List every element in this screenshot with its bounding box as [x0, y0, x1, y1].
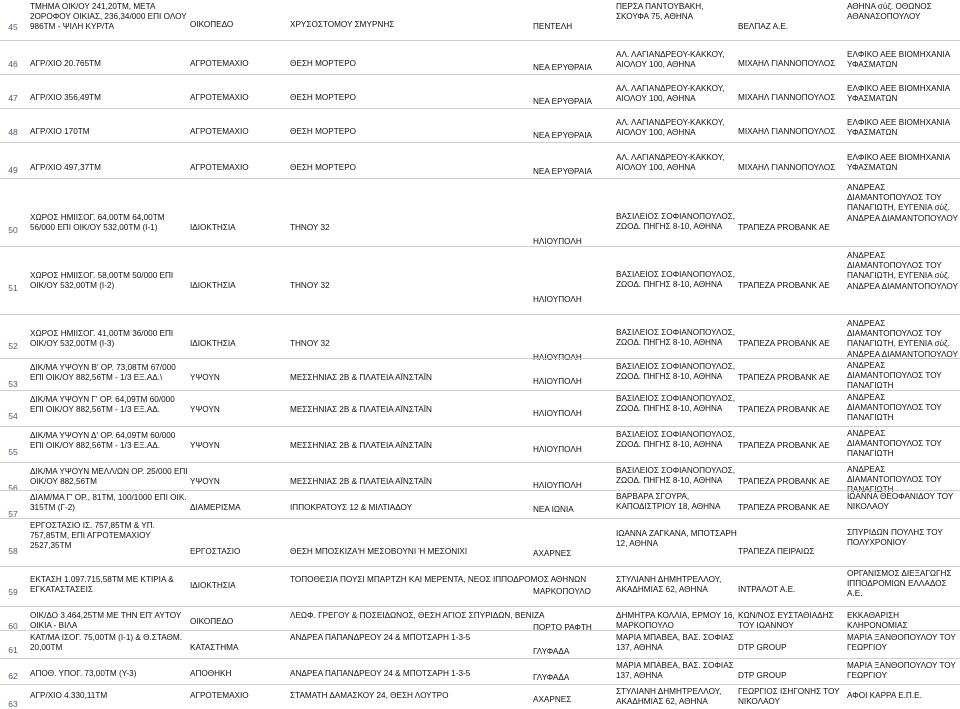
tenant-info: ΤΡΑΠΕΖΑ PROBANK AE	[738, 223, 830, 232]
property-type: ΥΨΟΥΝ	[190, 373, 220, 382]
property-description: ΤΜΗΜΑ ΟΙΚ/ΟΥ 241,20ΤΜ, ΜΕΤΑ 2ΟΡΟΦΟΥ ΟΙΚΙΑΣ, 236,34/000 ΕΠΙ ΟΛΟΥ 986ΤΜ - ΨΙΛΗ ΚΥΡ/ΤΑ	[30, 2, 187, 32]
property-area: ΗΛΙΟΥΠΟΛΗ	[533, 353, 582, 362]
property-description: ΑΓΡ/ΧΙΟ 497,37ΤΜ	[30, 163, 101, 172]
property-type: ΔΙΑΜΕΡΙΣΜΑ	[190, 503, 241, 512]
owner-info: ΒΑΣΙΛΕΙΟΣ ΣΟΦΙΑΝΟΠΟΥΛΟΣ, ΖΩΟΔ. ΠΗΓΗΣ 8-10, ΑΘΗΝΑ	[616, 328, 736, 348]
user-info: ΟΡΓΑΝΙΣΜΟΣ ΔΙΕΞΑΓΩΓΗΣ ΙΠΠΟΔΡΟΜΙΩΝ ΕΛΛΑΔΟΣ Α.Ε.	[847, 569, 952, 599]
table-row	[0, 518, 960, 567]
property-area: ΓΛΥΦΑΔΑ	[533, 647, 570, 656]
owner-info: ΒΑΣΙΛΕΙΟΣ ΣΟΦΙΑΝΟΠΟΥΛΟΣ, ΖΩΟΔ. ΠΗΓΗΣ 8-10, ΑΘΗΝΑ	[616, 394, 736, 414]
row-number: 63	[8, 699, 18, 709]
tenant-info: ΤΡΑΠΕΖΑ PROBANK AE	[738, 373, 830, 382]
table-row	[0, 490, 960, 519]
table-row	[0, 178, 960, 247]
table-row	[0, 390, 960, 427]
user-info: ΕΛΦΙΚΟ ΑΕΕ ΒΙΟΜΗΧΑΝΙΑ ΥΦΑΣΜΑΤΩΝ	[847, 118, 950, 138]
tenant-info: ΙΝΤΡΑΛΟΤ Α.Ε.	[738, 585, 796, 594]
user-info: ΑΝΔΡΕΑΣ ΔΙΑΜΑΝΤΟΠΟΥΛΟΣ ΤΟΥ ΠΑΝΑΓΙΩΤΗ	[847, 393, 942, 423]
tenant-info: ΓΕΩΡΓΙΟΣ ΙΣΗΓΟΝΗΣ ΤΟΥ ΝΙΚΟΛΑΟΥ	[738, 687, 840, 707]
row-number: 56	[8, 483, 18, 493]
tenant-info: ΤΡΑΠΕΖΑ PROBANK AE	[738, 503, 830, 512]
table-row	[0, 358, 960, 391]
property-type: ΑΓΡΟΤΕΜΑΧΙΟ	[190, 691, 249, 700]
property-address: ΧΡΥΣΟΣΤΟΜΟΥ ΣΜΥΡΝΗΣ	[290, 20, 395, 29]
user-info: ΕΚΚΑΘΑΡΙΣΗ ΚΛΗΡΟΝΟΜΙΑΣ	[847, 611, 908, 631]
property-address: ΤΗΝΟΥ 32	[290, 281, 330, 290]
property-type: ΥΨΟΥΝ	[190, 477, 220, 486]
row-number: 51	[8, 283, 18, 293]
tenant-info: ΤΡΑΠΕΖΑ ΠΕΙΡΑΙΩΣ	[738, 547, 815, 556]
table-row	[0, 630, 960, 659]
table-row	[0, 0, 960, 40]
owner-info: ΑΛ. ΛΑΓΙΑΝΔΡΕΟΥ-ΚΑΚΚΟΥ, ΑΙΟΛΟΥ 100, ΑΘΗΝΑ	[616, 50, 725, 70]
user-info: ΕΛΦΙΚΟ ΑΕΕ ΒΙΟΜΗΧΑΝΙΑ ΥΦΑΣΜΑΤΩΝ	[847, 153, 950, 173]
property-description: ΔΙΚ/ΜΑ ΥΨΟΥΝ Γ' ΟΡ. 64,09ΤΜ 60/000 ΕΠΙ ΟΙΚ/ΟΥ 882,56ΤΜ - 1/3 ΕΞ.ΑΔ.	[30, 395, 175, 415]
property-area: ΑΧΑΡΝΕΣ	[533, 695, 572, 704]
property-area: ΝΕΑ ΕΡΥΘΡΑΙΑ	[533, 97, 592, 106]
table-row	[0, 246, 960, 315]
user-info: ΑΝΔΡΕΑΣ ΔΙΑΜΑΝΤΟΠΟΥΛΟΣ ΤΟΥ ΠΑΝΑΓΙΩΤΗ	[847, 429, 942, 459]
row-number: 60	[8, 621, 18, 631]
row-number: 46	[8, 59, 18, 69]
property-address: ΘΕΣΗ ΜΠΟΣΚΙΖΑ'Η ΜΕΣΟΒΟΥΝΙ Ή ΜΕΣΟΝΙΧΙ	[290, 547, 468, 556]
property-area: ΝΕΑ ΕΡΥΘΡΑΙΑ	[533, 167, 592, 176]
property-address: ΙΠΠΟΚΡΑΤΟΥΣ 12 & ΜΙΛΤΙΑΔΟΥ	[290, 503, 413, 512]
tenant-info: ΤΡΑΠΕΖΑ PROBANK AE	[738, 441, 830, 450]
owner-info: ΒΑΡΒΑΡΑ ΣΓΟΥΡΑ, ΚΑΠΟΔΙΣΤΡΙΟΥ 18, ΑΘΗΝΑ	[616, 492, 721, 512]
property-description: ΑΓΡ/ΧΙΟ 4.330,11ΤΜ	[30, 691, 108, 700]
row-number: 59	[8, 587, 18, 597]
user-info: ΕΛΦΙΚΟ ΑΕΕ ΒΙΟΜΗΧΑΝΙΑ ΥΦΑΣΜΑΤΩΝ	[847, 84, 950, 104]
row-number: 54	[8, 411, 18, 421]
owner-info: ΒΑΣΙΛΕΙΟΣ ΣΟΦΙΑΝΟΠΟΥΛΟΣ, ΖΩΟΔ. ΠΗΓΗΣ 8-10, ΑΘΗΝΑ	[616, 430, 736, 450]
property-description: ΑΓΡ/ΧΙΟ 170ΤΜ	[30, 127, 90, 136]
owner-info: ΑΛ. ΛΑΓΙΑΝΔΡΕΟΥ-ΚΑΚΚΟΥ, ΑΙΟΛΟΥ 100, ΑΘΗΝΑ	[616, 153, 725, 173]
property-address: ΛΕΩΦ. ΓΡΕΓΟΥ & ΠΟΣΕΙΔΩΝΟΣ, ΘΕΣΗ ΑΓΙΟΣ ΣΠΥΡΙΔΩΝ, ΒΕΝΙΖΑ	[290, 611, 545, 620]
table-row	[0, 74, 960, 109]
property-type: ΕΡΓΟΣΤΑΣΙΟ	[190, 547, 241, 556]
property-area: ΝΕΑ ΕΡΥΘΡΑΙΑ	[533, 131, 592, 140]
property-description: ΔΙΚ/ΜΑ ΥΨΟΥΝ ΜΕΛΛ/ΩΝ ΟΡ. 25/000 ΕΠΙ ΟΙΚ/ΟΥ 882,56ΤΜ	[30, 467, 188, 487]
row-number: 57	[8, 509, 18, 519]
owner-info: ΙΩΑΝΝΑ ΖΑΓΚΑΝΑ, ΜΠΟΤΣΑΡΗ 12, ΑΘΗΝΑ	[616, 529, 737, 549]
property-type: ΑΠΟΘΗΚΗ	[190, 669, 232, 678]
row-number: 55	[8, 447, 18, 457]
user-info: ΑΦΟΙ ΚΑΡΡΑ Ε.Π.Ε.	[847, 691, 922, 700]
owner-info: ΒΑΣΙΛΕΙΟΣ ΣΟΦΙΑΝΟΠΟΥΛΟΣ, ΖΩΟΔ. ΠΗΓΗΣ 8-10, ΑΘΗΝΑ	[616, 212, 736, 232]
property-description: ΑΓΡ/ΧΙΟ 20.765ΤΜ	[30, 59, 101, 68]
tenant-info: DTP GROUP	[738, 671, 787, 680]
property-type: ΑΓΡΟΤΕΜΑΧΙΟ	[190, 127, 249, 136]
property-address: ΤΟΠΟΘΕΣΙΑ ΠΟΥΣΙ ΜΠΑΡΤΖΗ ΚΑΙ ΜΕΡΕΝΤΑ, ΝΕΟΣ ΙΠΠΟΔΡΟΜΟΣ ΑΘΗΝΩΝ	[290, 575, 587, 584]
property-area: ΗΛΙΟΥΠΟΛΗ	[533, 481, 582, 490]
table-row	[0, 108, 960, 143]
property-address: ΘΕΣΗ ΜΟΡΤΕΡΟ	[290, 127, 357, 136]
property-type: ΙΔΙΟΚΤΗΣΙΑ	[190, 223, 236, 232]
property-description: ΧΩΡΟΣ ΗΜΙΙΣΟΓ. 58,00ΤΜ 50/000 ΕΠΙ ΟΙΚ/ΟΥ 532,00ΤΜ (Ι-2)	[30, 271, 174, 291]
owner-info: ΒΑΣΙΛΕΙΟΣ ΣΟΦΙΑΝΟΠΟΥΛΟΣ, ΖΩΟΔ. ΠΗΓΗΣ 8-10, ΑΘΗΝΑ	[616, 270, 736, 290]
property-type: ΟΙΚΟΠΕΔΟ	[190, 617, 234, 626]
property-address: ΤΗΝΟΥ 32	[290, 339, 330, 348]
property-area: ΗΛΙΟΥΠΟΛΗ	[533, 295, 582, 304]
property-description: ΕΚΤΑΣΗ 1.097.715,58ΤΜ ΜΕ ΚΤΙΡΙΑ & ΕΓΚΑΤΑΣΤΑΣΕΙΣ	[30, 575, 174, 595]
property-address: ΜΕΣΣΗΝΙΑΣ 2Β & ΠΛΑΤΕΙΑ ΑΪΝΣΤΑΪΝ	[290, 405, 432, 414]
property-area: ΓΛΥΦΑΔΑ	[533, 673, 570, 682]
property-address: ΜΕΣΣΗΝΙΑΣ 2Β & ΠΛΑΤΕΙΑ ΑΪΝΣΤΑΪΝ	[290, 373, 432, 382]
property-address: ΜΕΣΣΗΝΙΑΣ 2Β & ΠΛΑΤΕΙΑ ΑΪΝΣΤΑΪΝ	[290, 441, 432, 450]
user-info: ΑΝΔΡΕΑΣ ΔΙΑΜΑΝΤΟΠΟΥΛΟΣ ΤΟΥ ΠΑΝΑΓΙΩΤΗ	[847, 361, 942, 391]
tenant-info: ΤΡΑΠΕΖΑ PROBANK AE	[738, 405, 830, 414]
user-info: ΙΩΑΝΝΑ ΘΕΟΦΑΝΙΔΟΥ ΤΟΥ ΝΙΚΟΛΑΟΥ	[847, 492, 954, 512]
property-area: ΝΕΑ ΙΩΝΙΑ	[533, 505, 574, 514]
user-info: ΜΑΡΙΑ ΞΑΝΘΟΠΟΥΛΟΥ ΤΟΥ ΓΕΩΡΓΙΟΥ	[847, 661, 956, 681]
property-type: ΙΔΙΟΚΤΗΣΙΑ	[190, 339, 236, 348]
property-area: ΗΛΙΟΥΠΟΛΗ	[533, 445, 582, 454]
tenant-info: ΜΙΧΑΗΛ ΓΙΑΝΝΟΠΟΥΛΟΣ	[738, 59, 836, 68]
property-area: ΜΑΡΚΟΠΟΥΛΟ	[533, 587, 591, 596]
user-info: ΜΑΡΙΑ ΞΑΝΘΟΠΟΥΛΟΥ ΤΟΥ ΓΕΩΡΓΙΟΥ	[847, 633, 956, 653]
user-info: ΑΘΗΝΑ σύζ. ΟΘΩΝΟΣ ΑΘΑΝΑΣΟΠΟΥΛΟΥ	[847, 2, 932, 22]
user-info: ΑΝΔΡΕΑΣ ΔΙΑΜΑΝΤΟΠΟΥΛΟΣ ΤΟΥ ΠΑΝΑΓΙΩΤΗ, ΕΥΓΕΝΙΑ σύζ. ΑΝΔΡΕΑ ΔΙΑΜΑΝΤΟΠΟΥΛΟΥ	[847, 183, 958, 223]
tenant-info: ΤΡΑΠΕΖΑ PROBANK AE	[738, 339, 830, 348]
row-number: 52	[8, 341, 18, 351]
property-description: ΧΩΡΟΣ ΗΜΙΙΣΟΓ. 64,00ΤΜ 64,00ΤΜ 56/000 ΕΠΙ ΟΙΚ/ΟΥ 532,00ΤΜ (Ι-1)	[30, 213, 165, 233]
property-description: ΑΠΟΘ. ΥΠΟΓ. 73,00ΤΜ (Υ-3)	[30, 669, 137, 678]
property-address: ΑΝΔΡΕΑ ΠΑΠΑΝΔΡΕΟΥ 24 & ΜΠΟΤΣΑΡΗ 1-3-5	[290, 633, 471, 642]
tenant-info: ΒΕΛΠΑΖ Α.Ε.	[738, 22, 789, 31]
property-type: ΥΨΟΥΝ	[190, 441, 220, 450]
property-area: ΝΕΑ ΕΡΥΘΡΑΙΑ	[533, 63, 592, 72]
row-number: 62	[8, 671, 18, 681]
table-row	[0, 684, 960, 709]
owner-info: ΣΤΥΛΙΑΝΗ ΔΗΜΗΤΡΕΛΛΟΥ, ΑΚΑΔΗΜΙΑΣ 62, ΑΘΗΝΑ	[616, 687, 722, 707]
table-row	[0, 658, 960, 685]
property-description: ΔΙΚ/ΜΑ ΥΨΟΥΝ Β' ΟΡ. 73,08ΤΜ 67/000 ΕΠΙ ΟΙΚ/ΟΥ 882,56ΤΜ - 1/3 ΕΞ.ΑΔ.\	[30, 363, 176, 383]
tenant-info: ΜΙΧΑΗΛ ΓΙΑΝΝΟΠΟΥΛΟΣ	[738, 163, 836, 172]
property-description: ΧΩΡΟΣ ΗΜΙΙΣΟΓ. 41,00ΤΜ 36/000 ΕΠΙ ΟΙΚ/ΟΥ 532,00ΤΜ (Ι-3)	[30, 329, 174, 349]
property-address: ΑΝΔΡΕΑ ΠΑΠΑΝΔΡΕΟΥ 24 & ΜΠΟΤΣΑΡΗ 1-3-5	[290, 669, 471, 678]
property-address: ΘΕΣΗ ΜΟΡΤΕΡΟ	[290, 59, 357, 68]
table-row	[0, 426, 960, 463]
user-info: ΕΛΦΙΚΟ ΑΕΕ ΒΙΟΜΗΧΑΝΙΑ ΥΦΑΣΜΑΤΩΝ	[847, 50, 950, 70]
tenant-info: ΜΙΧΑΗΛ ΓΙΑΝΝΟΠΟΥΛΟΣ	[738, 127, 836, 136]
property-description: ΕΡΓΟΣΤΑΣΙΟ ΙΣ. 757,85ΤΜ & ΥΠ. 757,85ΤΜ, ΕΠΙ ΑΓΡΟΤΕΜΑΧΙΟΥ 2527,35ΤΜ	[30, 521, 155, 551]
tenant-info: ΤΡΑΠΕΖΑ PROBANK AE	[738, 281, 830, 290]
property-area: ΗΛΙΟΥΠΟΛΗ	[533, 377, 582, 386]
property-type: ΑΓΡΟΤΕΜΑΧΙΟ	[190, 93, 249, 102]
property-area: ΗΛΙΟΥΠΟΛΗ	[533, 237, 582, 246]
property-area: ΠΟΡΤΟ ΡΑΦΤΗ	[533, 623, 592, 632]
property-type: ΙΔΙΟΚΤΗΣΙΑ	[190, 581, 236, 590]
property-type: ΑΓΡΟΤΕΜΑΧΙΟ	[190, 59, 249, 68]
user-info: ΣΠΥΡΙΔΩΝ ΠΟΥΛΗΣ ΤΟΥ ΠΟΛΥΧΡΟΝΙΟΥ	[847, 528, 943, 548]
owner-info: ΒΑΣΙΛΕΙΟΣ ΣΟΦΙΑΝΟΠΟΥΛΟΣ, ΖΩΟΔ. ΠΗΓΗΣ 8-10, ΑΘΗΝΑ	[616, 362, 736, 382]
property-address: ΜΕΣΣΗΝΙΑΣ 2Β & ΠΛΑΤΕΙΑ ΑΪΝΣΤΑΪΝ	[290, 477, 432, 486]
property-address: ΣΤΑΜΑΤΗ ΔΑΜΑΣΚΟΥ 24, ΘΕΣΗ ΛΟΥΤΡΟ	[290, 691, 449, 700]
owner-info: ΜΑΡΙΑ ΜΠΑΒΕΑ, ΒΑΣ. ΣΟΦΙΑΣ 137, ΑΘΗΝΑ	[616, 633, 734, 653]
row-number: 49	[8, 165, 18, 175]
owner-info: ΔΗΜΗΤΡΑ ΚΟΛΛΙΑ, ΕΡΜΟΥ 16, ΜΑΡΚΟΠΟΥΛΟ	[616, 611, 735, 631]
property-area: ΗΛΙΟΥΠΟΛΗ	[533, 409, 582, 418]
property-type: ΑΓΡΟΤΕΜΑΧΙΟ	[190, 163, 249, 172]
row-number: 61	[8, 645, 18, 655]
user-info: ΑΝΔΡΕΑΣ ΔΙΑΜΑΝΤΟΠΟΥΛΟΣ ΤΟΥ ΠΑΝΑΓΙΩΤΗ, ΕΥΓΕΝΙΑ σύζ. ΑΝΔΡΕΑ ΔΙΑΜΑΝΤΟΠΟΥΛΟΥ	[847, 251, 958, 291]
owner-info: ΒΑΣΙΛΕΙΟΣ ΣΟΦΙΑΝΟΠΟΥΛΟΣ, ΖΩΟΔ. ΠΗΓΗΣ 8-10, ΑΘΗΝΑ	[616, 466, 736, 486]
row-number: 48	[8, 127, 18, 137]
tenant-info: ΤΡΑΠΕΖΑ PROBANK AE	[738, 477, 830, 486]
table-row	[0, 606, 960, 631]
tenant-info: ΚΩΝ/ΝΟΣ ΕΥΣΤΑΘΙΑΔΗΣ ΤΟΥ ΙΩΑΝΝΟΥ	[738, 611, 834, 631]
property-address: ΘΕΣΗ ΜΟΡΤΕΡΟ	[290, 93, 357, 102]
property-area: ΑΧΑΡΝΕΣ	[533, 549, 572, 558]
user-info: ΑΝΔΡΕΑΣ ΔΙΑΜΑΝΤΟΠΟΥΛΟΣ ΤΟΥ ΠΑΝΑΓΙΩΤΗ, ΕΥΓΕΝΙΑ σύζ. ΑΝΔΡΕΑ ΔΙΑΜΑΝΤΟΠΟΥΛΟΥ	[847, 319, 958, 359]
property-type: ΟΙΚΟΠΕΔΟ	[190, 20, 234, 29]
property-type: ΚΑΤΑΣΤΗΜΑ	[190, 643, 239, 652]
property-description: ΟΙΚ/ΔΟ 3.464,25ΤΜ ΜΕ ΤΗΝ ΕΠ' ΑΥΤΟΥ ΟΙΚΙΑ - ΒΙΛΑ	[30, 611, 182, 631]
row-number: 47	[8, 93, 18, 103]
row-number: 45	[8, 22, 18, 32]
property-address: ΘΕΣΗ ΜΟΡΤΕΡΟ	[290, 163, 357, 172]
owner-info: ΣΤΥΛΙΑΝΗ ΔΗΜΗΤΡΕΛΛΟΥ, ΑΚΑΔΗΜΙΑΣ 62, ΑΘΗΝΑ	[616, 575, 722, 595]
table-row	[0, 314, 960, 362]
property-description: ΚΑΤ/ΜΑ ΙΣΟΓ. 75,00ΤΜ (Ι-1) & Θ.ΣΤΑΘΜ. 20,00ΤΜ	[30, 633, 183, 653]
property-type: ΥΨΟΥΝ	[190, 405, 220, 414]
user-info: ΑΝΔΡΕΑΣ ΔΙΑΜΑΝΤΟΠΟΥΛΟΣ ΤΟΥ ΠΑΝΑΓΙΩΤΗ	[847, 465, 942, 495]
table-row	[0, 566, 960, 607]
table-row	[0, 142, 960, 179]
property-type: ΙΔΙΟΚΤΗΣΙΑ	[190, 281, 236, 290]
owner-info: ΑΛ. ΛΑΓΙΑΝΔΡΕΟΥ-ΚΑΚΚΟΥ, ΑΙΟΛΟΥ 100, ΑΘΗΝΑ	[616, 84, 725, 104]
table-row	[0, 40, 960, 75]
owner-info: ΠΕΡΣΑ ΠΑΝΤΟΥΒΑΚΗ, ΣΚΟΥΦΑ 75, ΑΘΗΝΑ	[616, 2, 704, 22]
property-description: ΔΙΑΜ/ΜΑ Γ' ΟΡ., 81ΤΜ, 100/1000 ΕΠΙ ΟΙΚ. 315ΤΜ (Γ-2)	[30, 493, 187, 513]
tenant-info: ΜΙΧΑΗΛ ΓΙΑΝΝΟΠΟΥΛΟΣ	[738, 93, 836, 102]
property-description: ΔΙΚ/ΜΑ ΥΨΟΥΝ Δ' ΟΡ. 64,09ΤΜ 60/000 ΕΠΙ ΟΙΚ/ΟΥ 882,56ΤΜ - 1/3 ΕΞ.ΑΔ.	[30, 431, 176, 451]
table-row	[0, 462, 960, 495]
owner-info: ΑΛ. ΛΑΓΙΑΝΔΡΕΟΥ-ΚΑΚΚΟΥ, ΑΙΟΛΟΥ 100, ΑΘΗΝΑ	[616, 118, 725, 138]
property-address: ΤΗΝΟΥ 32	[290, 223, 330, 232]
row-number: 53	[8, 379, 18, 389]
property-description: ΑΓΡ/ΧΙΟ 356,49ΤΜ	[30, 93, 101, 102]
property-area: ΠΕΝΤΕΛΗ	[533, 22, 573, 31]
row-number: 58	[8, 546, 18, 556]
owner-info: ΜΑΡΙΑ ΜΠΑΒΕΑ, ΒΑΣ. ΣΟΦΙΑΣ 137, ΑΘΗΝΑ	[616, 661, 734, 681]
row-number: 50	[8, 225, 18, 235]
tenant-info: DTP GROUP	[738, 643, 787, 652]
